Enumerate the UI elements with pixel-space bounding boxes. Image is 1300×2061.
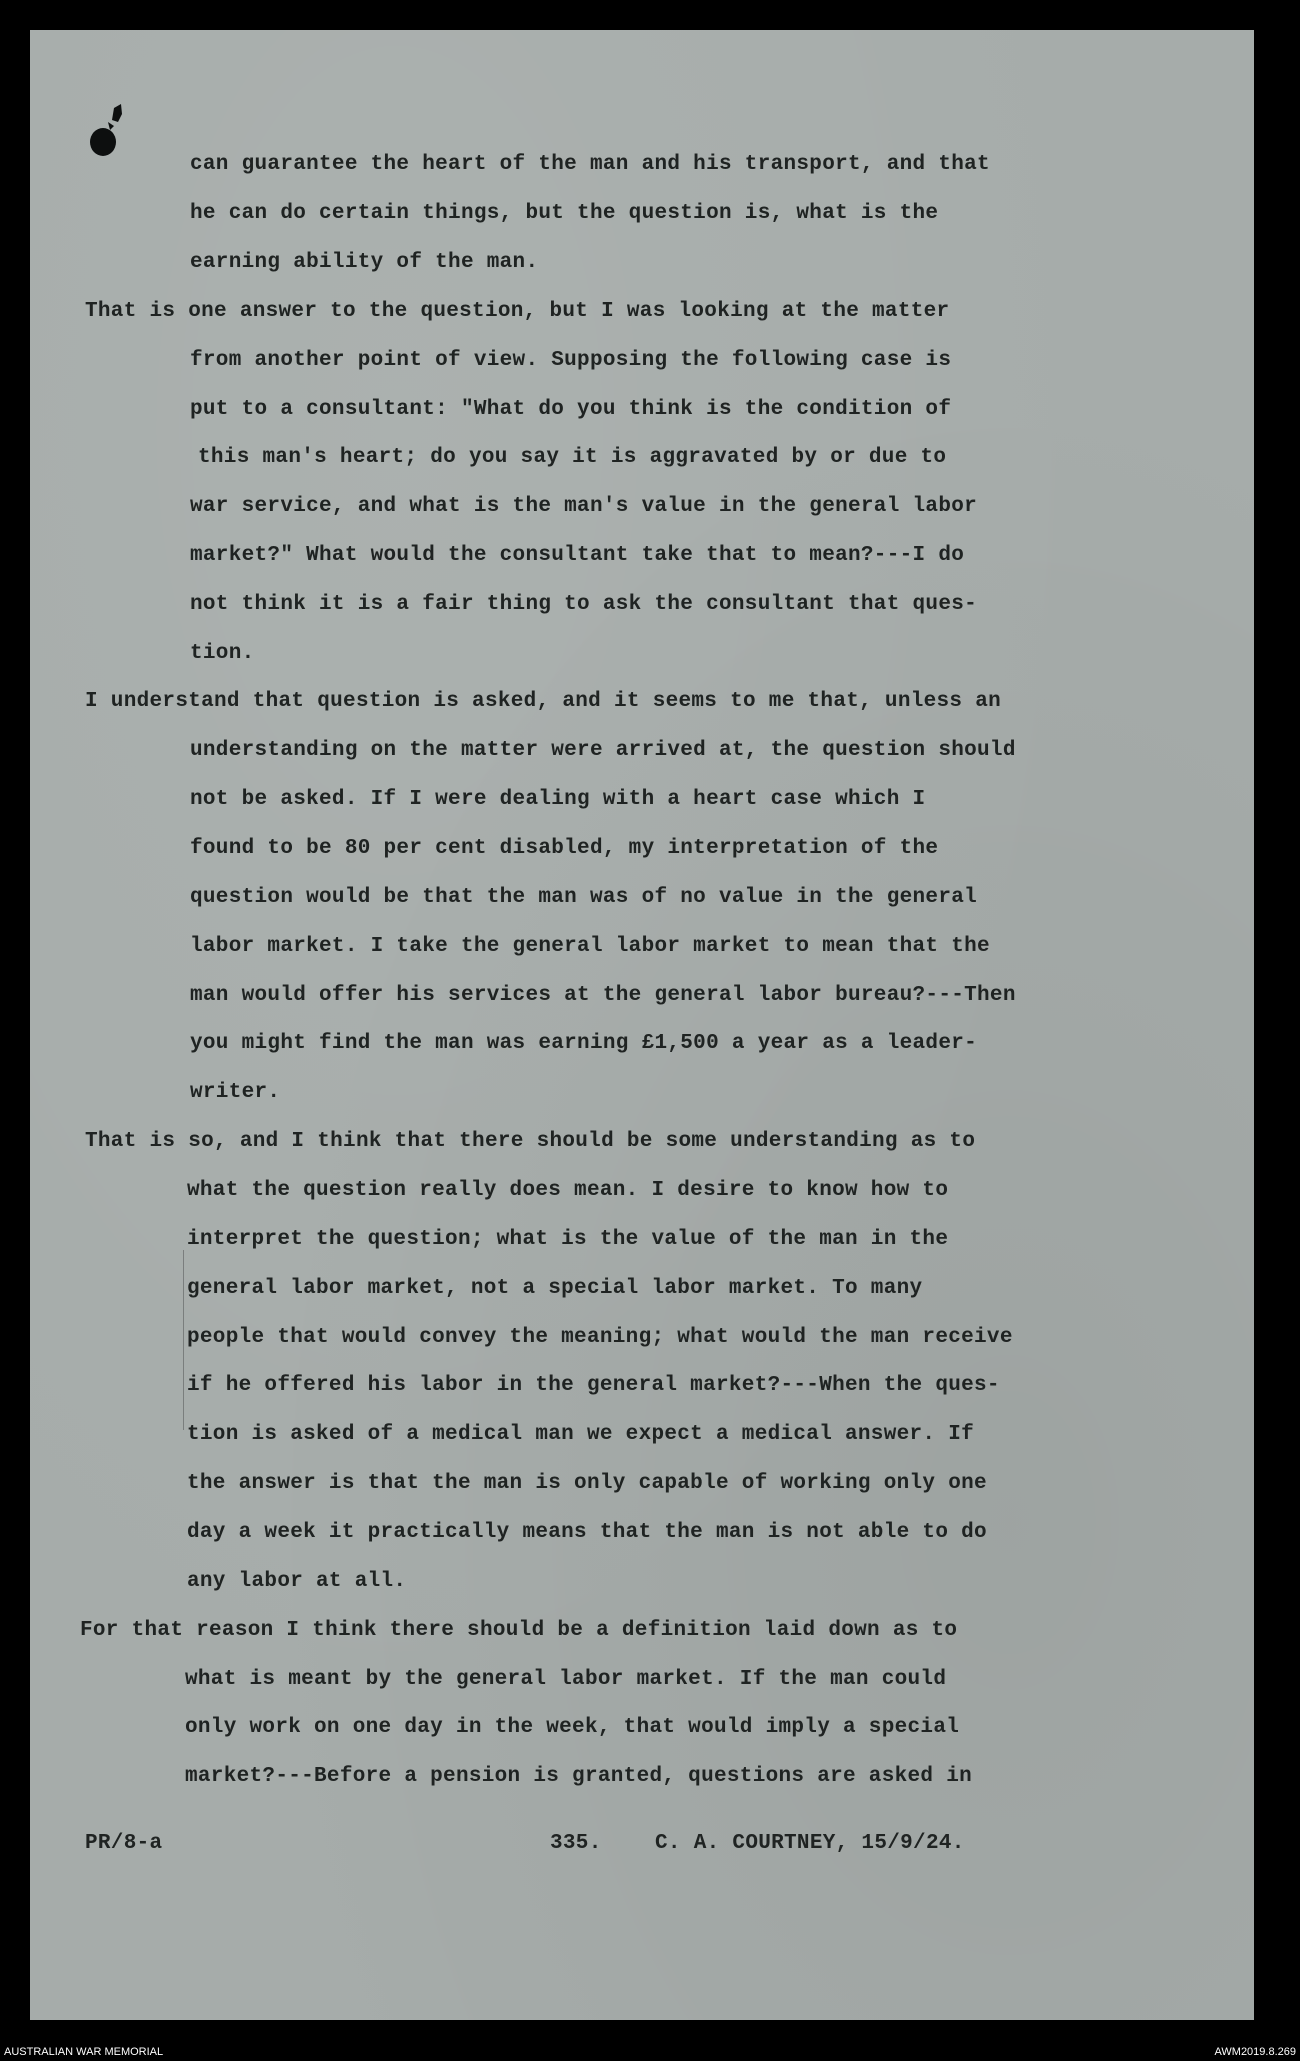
text-line: tion is asked of a medical man we expect a medical answer. If bbox=[187, 1423, 975, 1446]
text-line: day a week it practically means that the man is not able to do bbox=[187, 1521, 987, 1544]
footer-reference: PR/8-a bbox=[85, 1832, 163, 1855]
archive-institution-label: AUSTRALIAN WAR MEMORIAL bbox=[4, 2046, 164, 2058]
text-line: tion. bbox=[190, 642, 255, 665]
text-line: I understand that question is asked, and it seems to me that, unless an bbox=[85, 690, 1002, 713]
text-line: can guarantee the heart of the man and his transport, and that bbox=[190, 153, 990, 176]
text-line: earning ability of the man. bbox=[190, 251, 539, 274]
text-line: market?" What would the consultant take that to mean?---I do bbox=[190, 544, 965, 567]
text-line: this man's heart; do you say it is aggravated by or due to bbox=[198, 446, 947, 469]
text-line: For that reason I think there should be a definition laid down as to bbox=[80, 1619, 958, 1642]
text-line: the answer is that the man is only capable of working only one bbox=[187, 1472, 987, 1495]
text-line: general labor market, not a special labor market. To many bbox=[187, 1277, 923, 1300]
text-line: war service, and what is the man's value in the general labor bbox=[190, 495, 978, 518]
text-line: only work on one day in the week, that would imply a special bbox=[185, 1716, 960, 1739]
text-line: market?---Before a pension is granted, questions are asked in bbox=[185, 1765, 973, 1788]
text-line: interpret the question; what is the value of the man in the bbox=[187, 1228, 949, 1251]
text-line: not think it is a fair thing to ask the consultant that ques- bbox=[190, 593, 978, 616]
text-line: not be asked. If I were dealing with a heart case which I bbox=[190, 788, 926, 811]
document-page bbox=[30, 30, 1254, 2020]
text-line: That is so, and I think that there should be some understanding as to bbox=[85, 1130, 976, 1153]
text-line: you might find the man was earning £1,500 a year as a leader- bbox=[190, 1032, 978, 1055]
text-line: what is meant by the general labor market. If the man could bbox=[185, 1668, 947, 1691]
text-line: he can do certain things, but the question is, what is the bbox=[190, 202, 939, 225]
text-line: understanding on the matter were arrived at, the question should bbox=[190, 739, 1016, 762]
text-line: That is one answer to the question, but I was looking at the matter bbox=[85, 300, 950, 323]
margin-rule bbox=[183, 1250, 184, 1430]
text-line: what the question really does mean. I desire to know how to bbox=[187, 1179, 949, 1202]
text-line: people that would convey the meaning; what would the man receive bbox=[187, 1326, 1013, 1349]
text-line: put to a consultant: "What do you think is the condition of bbox=[190, 398, 952, 421]
archive-strip bbox=[0, 2044, 1300, 2061]
text-line: labor market. I take the general labor market to mean that the bbox=[190, 935, 990, 958]
text-line: if he offered his labor in the general market?---When the ques- bbox=[187, 1374, 1000, 1397]
punch-hole-icon bbox=[88, 100, 128, 160]
text-line: man would offer his services at the general labor bureau?---Then bbox=[190, 984, 1016, 1007]
archive-item-id: AWM2019.8.269 bbox=[1214, 2046, 1296, 2058]
text-line: any labor at all. bbox=[187, 1570, 407, 1593]
text-line: question would be that the man was of no value in the general bbox=[190, 886, 978, 909]
text-line: from another point of view. Supposing the following case is bbox=[190, 349, 952, 372]
footer-page-number: 335. bbox=[550, 1832, 602, 1855]
footer-signature: C. A. COURTNEY, 15/9/24. bbox=[655, 1832, 965, 1855]
text-line: writer. bbox=[190, 1081, 281, 1104]
text-line: found to be 80 per cent disabled, my interpretation of the bbox=[190, 837, 939, 860]
